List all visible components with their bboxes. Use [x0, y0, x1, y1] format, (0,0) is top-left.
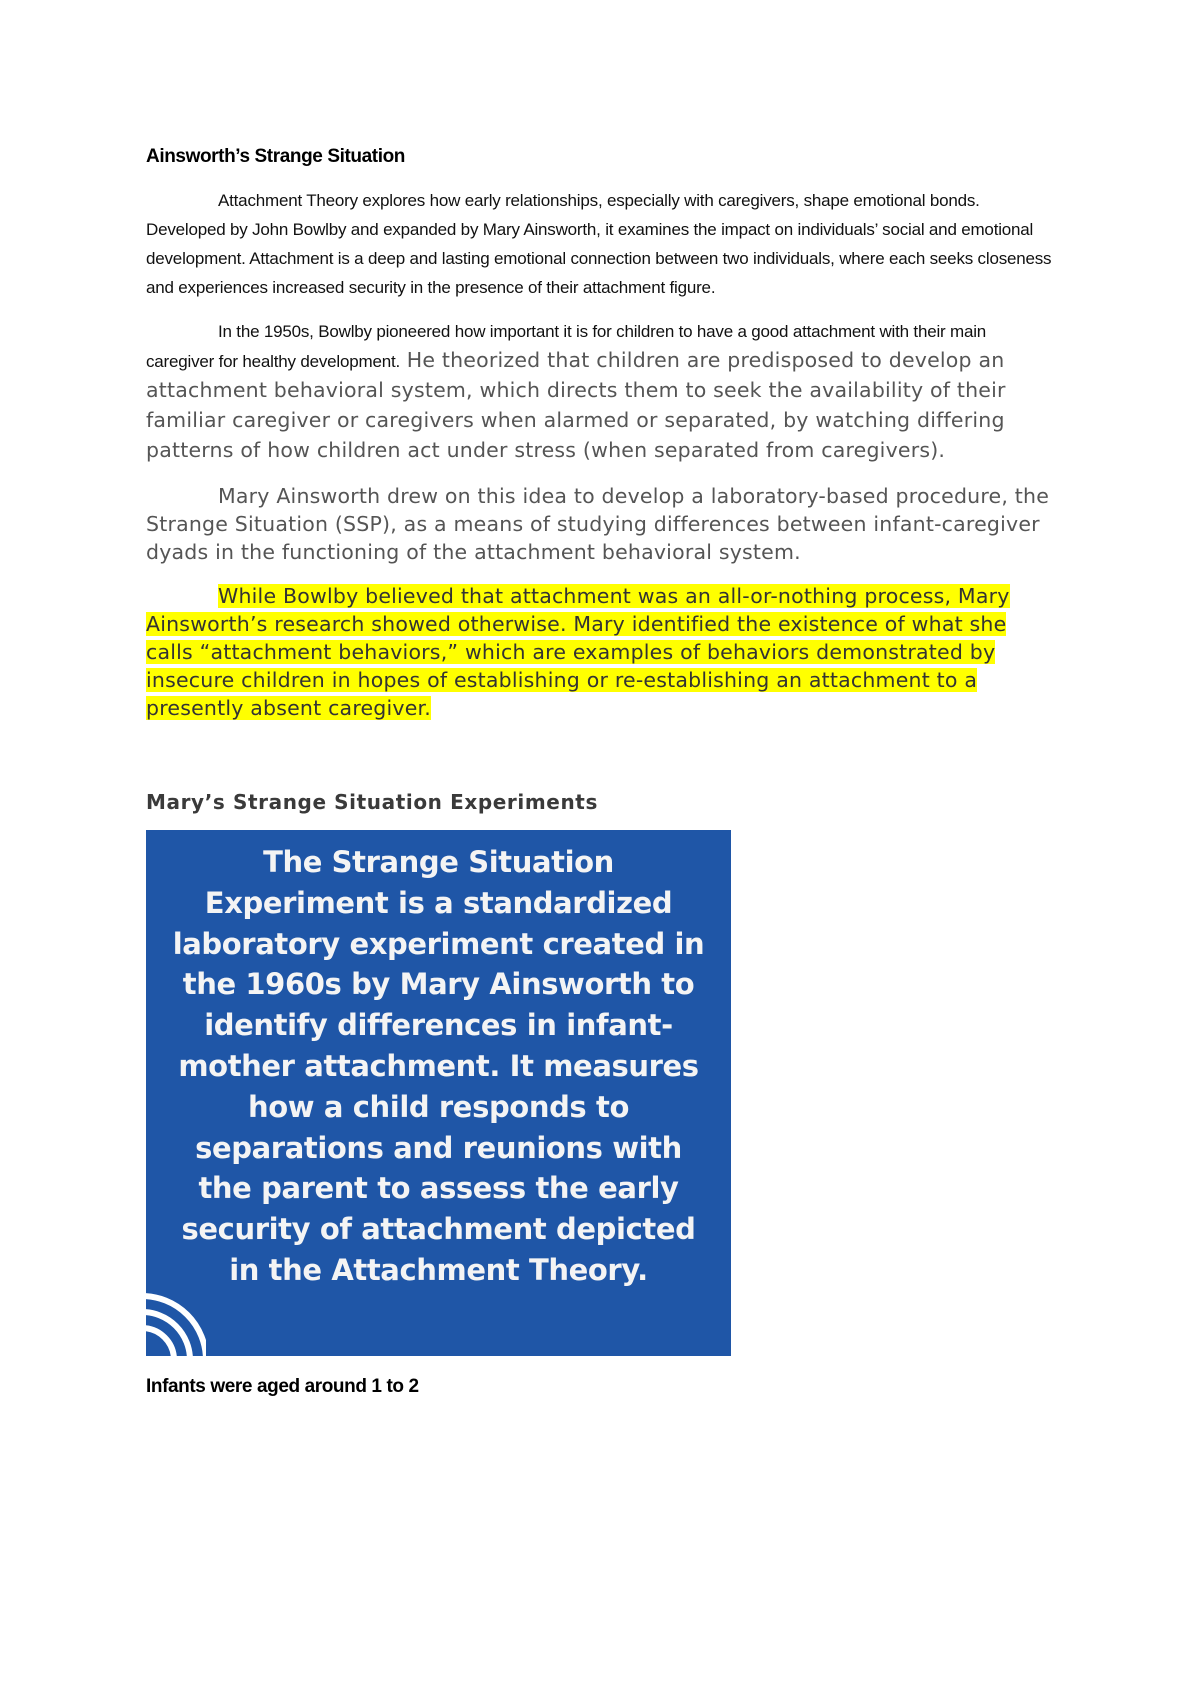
- paragraph-bowlby-rest: He theorized that children are predisposed to develop an attachment behavioral system, which directs them to seek the availability of their familiar caregiver or caregivers when alarmed or separated, by watching differing patterns of how children act under stress (when separated from caregivers).: [146, 348, 1006, 462]
- paragraph-bowlby-lead: In the 1950s, Bowlby pioneered how important it is for children to have a good attachment with their main caregiver for healthy development.: [146, 322, 987, 371]
- paragraph-attachment-behaviors: [146, 582, 1056, 722]
- document-body: [146, 146, 1056, 1398]
- figure-caption: Infants were aged around 1 to 2: [146, 1376, 419, 1397]
- signal-arcs-icon: [146, 1286, 206, 1356]
- strange-situation-figure: [146, 830, 731, 1356]
- highlighted-text: While Bowlby believed that attachment was an all-or-nothing process, Mary Ainsworth’s research showed otherwise. Mary identified the existence of what she calls “attachment behaviors,” which are examples of behaviors demonstrated by insecure children in hopes of establishing or re-establishing an attachment to a presently absent caregiver.: [146, 584, 1010, 720]
- figure-text: The Strange Situation Experiment is a standardized laboratory experiment created in the 1960s by Mary Ainsworth to identify differences in infant-mother attachment. It measures how a child responds to separations and reunions with the parent to assess the early security of attachment depicted in the Attachment Theory.: [172, 845, 705, 1287]
- paragraph-bowlby: [146, 318, 1056, 466]
- paragraph-attachment-theory: Attachment Theory explores how early relationships, especially with caregivers, shape emotional bonds. Developed by John Bowlby and expanded by Mary Ainsworth, it examines the impact on individuals’ social and emotional development. Attachment is a deep and lasting emotional connection between two individuals, where each seeks closeness and experiences increased security in the presence of their attachment figure.: [146, 191, 1052, 297]
- page-title: Ainsworth’s Strange Situation: [146, 146, 405, 167]
- paragraph-ainsworth-procedure: Mary Ainsworth drew on this idea to develop a laboratory-based procedure, the Strange Situation (SSP), as a means of studying differences between infant-caregiver dyads in the functioning of the attachment behavioral system.: [146, 484, 1050, 564]
- section-heading: Mary’s Strange Situation Experiments: [146, 790, 598, 814]
